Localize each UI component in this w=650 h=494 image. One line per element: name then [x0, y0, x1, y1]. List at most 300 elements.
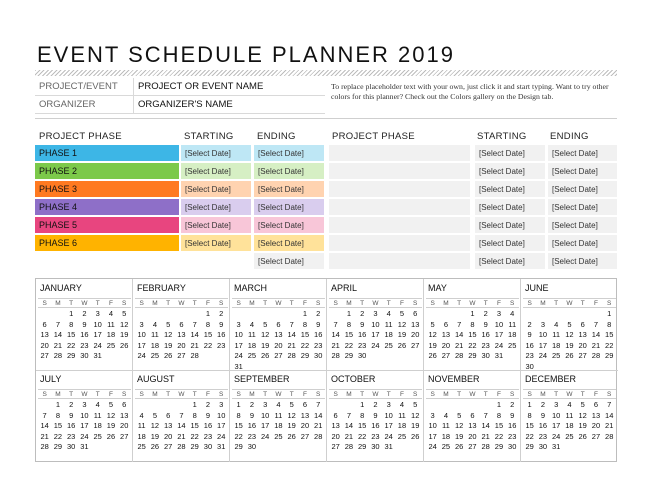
day-cell[interactable]: 3 — [496, 309, 502, 318]
day-cell[interactable]: 30 — [357, 351, 367, 360]
day-cell[interactable]: 1 — [360, 400, 365, 409]
day-cell[interactable]: 27 — [120, 431, 129, 441]
day-cell[interactable]: 4 — [108, 309, 114, 318]
day-cell[interactable]: 22 — [525, 431, 534, 441]
end-date-cell[interactable]: [Select Date] — [254, 217, 324, 233]
day-cell[interactable]: 8 — [360, 410, 365, 420]
day-cell[interactable]: 1 — [527, 400, 532, 409]
day-cell[interactable]: 27 — [177, 351, 186, 360]
day-cell[interactable]: 10 — [494, 319, 504, 329]
day-cell[interactable]: 10 — [371, 319, 380, 329]
day-cell[interactable]: 9 — [316, 319, 321, 329]
day-cell[interactable]: 23 — [371, 431, 380, 441]
day-cell[interactable]: 20 — [163, 431, 173, 441]
day-cell[interactable]: 26 — [454, 442, 464, 451]
day-cell[interactable]: 4 — [567, 400, 572, 409]
day-cell[interactable]: 21 — [53, 340, 63, 350]
day-cell[interactable]: 7 — [333, 319, 338, 329]
day-cell[interactable]: 22 — [494, 431, 504, 441]
day-cell[interactable]: 17 — [538, 340, 548, 350]
day-cell[interactable]: 28 — [605, 431, 614, 441]
organizer-value[interactable]: ORGANIZER'S NAME — [133, 96, 325, 113]
day-cell[interactable]: 9 — [82, 319, 87, 329]
day-cell[interactable]: 4 — [276, 400, 281, 409]
day-cell[interactable]: 2 — [483, 309, 488, 318]
day-cell[interactable]: 6 — [166, 410, 171, 420]
day-cell[interactable]: 24 — [217, 431, 226, 441]
day-cell[interactable]: 11 — [248, 330, 256, 339]
day-cell[interactable]: 16 — [481, 330, 490, 339]
day-cell[interactable]: 5 — [263, 319, 268, 329]
day-cell[interactable]: 4 — [139, 410, 144, 420]
day-cell[interactable]: 20 — [591, 421, 601, 430]
day-cell[interactable]: 12 — [411, 410, 420, 420]
day-cell[interactable]: 26 — [411, 431, 420, 441]
end-date-cell[interactable]: [Select Date] — [254, 253, 324, 269]
day-cell[interactable]: 2 — [360, 309, 365, 318]
day-cell[interactable]: 25 — [106, 340, 116, 350]
day-cell[interactable]: 15 — [525, 421, 534, 430]
day-cell[interactable]: 20 — [177, 340, 186, 350]
day-cell[interactable]: 2 — [527, 319, 532, 329]
day-cell[interactable]: 4 — [510, 309, 515, 318]
day-cell[interactable]: 20 — [578, 340, 587, 350]
day-cell[interactable]: 11 — [565, 410, 574, 420]
day-cell[interactable]: 29 — [525, 442, 534, 451]
day-cell[interactable]: 5 — [457, 410, 462, 420]
day-cell[interactable]: 18 — [508, 330, 517, 339]
day-cell[interactable]: 7 — [483, 410, 488, 420]
day-cell[interactable]: 15 — [53, 421, 63, 430]
day-cell[interactable]: 29 — [190, 442, 199, 451]
day-cell[interactable]: 6 — [302, 400, 308, 409]
day-cell[interactable]: 13 — [578, 330, 587, 339]
day-cell[interactable]: 26 — [163, 351, 173, 360]
day-cell[interactable]: 16 — [66, 421, 76, 430]
day-cell[interactable]: 21 — [481, 431, 490, 441]
day-cell[interactable]: 11 — [552, 330, 561, 339]
day-cell[interactable]: 5 — [399, 309, 405, 318]
day-cell[interactable]: 20 — [411, 330, 420, 339]
right-phase-name-cell[interactable] — [329, 145, 470, 161]
day-cell[interactable]: 27 — [411, 340, 420, 350]
day-cell[interactable]: 28 — [454, 351, 464, 360]
day-cell[interactable]: 8 — [346, 319, 351, 329]
day-cell[interactable]: 29 — [234, 442, 243, 451]
day-cell[interactable]: 6 — [42, 319, 47, 329]
day-cell[interactable]: 27 — [300, 431, 310, 441]
day-cell[interactable]: 6 — [580, 319, 585, 329]
day-cell[interactable]: 1 — [205, 309, 211, 318]
day-cell[interactable]: 10 — [80, 410, 89, 420]
day-cell[interactable]: 14 — [454, 330, 464, 339]
day-cell[interactable]: 27 — [163, 442, 173, 451]
day-cell[interactable]: 29 — [53, 442, 63, 451]
day-cell[interactable]: 16 — [80, 330, 89, 339]
day-cell[interactable]: 8 — [607, 319, 612, 329]
day-cell[interactable]: 27 — [578, 351, 587, 360]
day-cell[interactable]: 7 — [42, 410, 47, 420]
day-cell[interactable]: 9 — [510, 410, 515, 420]
day-cell[interactable]: 31 — [551, 442, 561, 451]
day-cell[interactable]: 19 — [260, 340, 270, 350]
day-cell[interactable]: 14 — [591, 330, 601, 339]
day-cell[interactable]: 26 — [565, 351, 574, 360]
day-cell[interactable]: 10 — [217, 410, 226, 420]
right-start-date-cell[interactable]: [Select Date] — [475, 199, 545, 215]
day-cell[interactable]: 24 — [80, 431, 89, 441]
day-cell[interactable]: 25 — [508, 340, 517, 350]
day-cell[interactable]: 7 — [593, 319, 599, 329]
day-cell[interactable]: 2 — [373, 400, 378, 409]
day-cell[interactable]: 3 — [82, 400, 87, 409]
day-cell[interactable]: 28 — [344, 442, 354, 451]
day-cell[interactable]: 31 — [80, 442, 89, 451]
day-cell[interactable]: 21 — [40, 431, 49, 441]
day-cell[interactable]: 4 — [95, 400, 100, 409]
end-date-cell[interactable]: [Select Date] — [254, 235, 324, 251]
right-start-date-cell[interactable]: [Select Date] — [475, 163, 545, 179]
day-cell[interactable]: 24 — [371, 340, 380, 350]
day-cell[interactable]: 11 — [93, 410, 102, 420]
day-cell[interactable]: 3 — [430, 410, 435, 420]
day-cell[interactable]: 28 — [53, 351, 63, 360]
day-cell[interactable]: 23 — [508, 431, 517, 441]
day-cell[interactable]: 8 — [69, 319, 74, 329]
day-cell[interactable]: 18 — [137, 431, 146, 441]
day-cell[interactable]: 16 — [217, 330, 226, 339]
day-cell[interactable]: 17 — [428, 431, 437, 441]
day-cell[interactable]: 7 — [457, 319, 462, 329]
day-cell[interactable]: 6 — [593, 400, 599, 409]
day-cell[interactable]: 21 — [591, 340, 601, 350]
day-cell[interactable]: 11 — [137, 421, 146, 430]
instruction-note[interactable]: To replace placeholder text with your own, just click it and start typing. Want to try other colors for this planner? Check out the Colors gallery on the Design tab. — [331, 82, 609, 101]
day-cell[interactable]: 28 — [190, 351, 199, 360]
day-cell[interactable]: 23 — [217, 340, 226, 350]
day-cell[interactable]: 15 — [468, 330, 477, 339]
day-cell[interactable]: 24 — [494, 340, 504, 350]
day-cell[interactable]: 18 — [93, 421, 102, 430]
phase-name-cell[interactable]: PHASE 1 — [35, 145, 179, 161]
day-cell[interactable]: 21 — [454, 340, 464, 350]
day-cell[interactable]: 17 — [260, 421, 270, 430]
day-cell[interactable]: 1 — [607, 309, 612, 318]
day-cell[interactable]: 28 — [177, 442, 186, 451]
day-cell[interactable]: 9 — [249, 410, 254, 420]
day-cell[interactable]: 23 — [314, 340, 323, 350]
day-cell[interactable]: 21 — [287, 340, 296, 350]
day-cell[interactable]: 25 — [565, 431, 574, 441]
day-cell[interactable]: 25 — [93, 431, 102, 441]
day-cell[interactable]: 19 — [428, 340, 437, 350]
day-cell[interactable]: 21 — [605, 421, 614, 430]
day-cell[interactable]: 22 — [203, 340, 213, 350]
day-cell[interactable]: 7 — [346, 410, 351, 420]
day-cell[interactable]: 22 — [53, 431, 63, 441]
day-cell[interactable]: 25 — [384, 340, 393, 350]
day-cell[interactable]: 22 — [234, 431, 243, 441]
day-cell[interactable]: 28 — [591, 351, 601, 360]
day-cell[interactable]: 10 — [234, 330, 243, 339]
day-cell[interactable]: 21 — [331, 340, 340, 350]
right-start-date-cell[interactable]: [Select Date] — [475, 181, 545, 197]
day-cell[interactable]: 13 — [411, 319, 420, 329]
day-cell[interactable]: 15 — [190, 421, 199, 430]
day-cell[interactable]: 17 — [551, 421, 561, 430]
day-cell[interactable]: 1 — [236, 400, 241, 409]
day-cell[interactable]: 27 — [591, 431, 601, 441]
day-cell[interactable]: 23 — [481, 340, 490, 350]
day-cell[interactable]: 18 — [551, 340, 561, 350]
day-cell[interactable]: 16 — [371, 421, 380, 430]
day-cell[interactable]: 20 — [468, 431, 477, 441]
start-date-cell[interactable]: [Select Date] — [181, 199, 251, 215]
day-cell[interactable]: 30 — [508, 442, 517, 451]
day-cell[interactable]: 4 — [249, 319, 254, 329]
right-end-date-cell[interactable]: [Select Date] — [548, 253, 617, 269]
day-cell[interactable]: 19 — [163, 340, 173, 350]
day-cell[interactable]: 31 — [234, 361, 243, 371]
right-start-date-cell[interactable]: [Select Date] — [475, 217, 545, 233]
right-end-date-cell[interactable]: [Select Date] — [548, 163, 617, 179]
day-cell[interactable]: 19 — [287, 421, 296, 430]
day-cell[interactable]: 25 — [441, 442, 451, 451]
day-cell[interactable]: 2 — [82, 309, 87, 318]
day-cell[interactable]: 1 — [470, 309, 475, 318]
day-cell[interactable]: 18 — [150, 340, 160, 350]
day-cell[interactable]: 29 — [66, 351, 76, 360]
day-cell[interactable]: 25 — [137, 442, 146, 451]
day-cell[interactable]: 5 — [289, 400, 294, 409]
day-cell[interactable]: 20 — [300, 421, 310, 430]
day-cell[interactable]: 17 — [494, 330, 504, 339]
right-end-date-cell[interactable]: [Select Date] — [548, 217, 617, 233]
end-date-cell[interactable]: [Select Date] — [254, 163, 324, 179]
day-cell[interactable]: 11 — [274, 410, 283, 420]
day-cell[interactable]: 13 — [274, 330, 283, 339]
day-cell[interactable]: 20 — [274, 340, 283, 350]
day-cell[interactable]: 24 — [260, 431, 270, 441]
day-cell[interactable]: 20 — [441, 340, 451, 350]
day-cell[interactable]: 27 — [331, 442, 340, 451]
right-start-date-cell[interactable]: [Select Date] — [475, 145, 545, 161]
day-cell[interactable]: 28 — [314, 431, 323, 441]
day-cell[interactable]: 11 — [107, 319, 115, 329]
day-cell[interactable]: 5 — [567, 319, 572, 329]
day-cell[interactable]: 24 — [428, 442, 437, 451]
day-cell[interactable]: 5 — [166, 319, 171, 329]
day-cell[interactable]: 8 — [192, 410, 197, 420]
page-title[interactable]: EVENT SCHEDULE PLANNER 2019 — [37, 42, 455, 67]
day-cell[interactable]: 2 — [219, 309, 224, 318]
day-cell[interactable]: 3 — [219, 400, 224, 409]
day-cell[interactable]: 18 — [441, 431, 451, 441]
day-cell[interactable]: 8 — [470, 319, 475, 329]
day-cell[interactable]: 11 — [442, 421, 450, 430]
day-cell[interactable]: 24 — [234, 351, 243, 360]
day-cell[interactable]: 28 — [287, 351, 296, 360]
day-cell[interactable]: 17 — [80, 421, 89, 430]
day-cell[interactable]: 29 — [605, 351, 614, 360]
day-cell[interactable]: 22 — [66, 340, 76, 350]
day-cell[interactable]: 12 — [428, 330, 437, 339]
day-cell[interactable]: 29 — [494, 442, 504, 451]
day-cell[interactable]: 4 — [443, 410, 448, 420]
day-cell[interactable]: 22 — [300, 340, 310, 350]
day-cell[interactable]: 8 — [527, 410, 532, 420]
day-cell[interactable]: 26 — [260, 351, 270, 360]
day-cell[interactable]: 15 — [357, 421, 367, 430]
day-cell[interactable]: 15 — [300, 330, 310, 339]
day-cell[interactable]: 13 — [591, 410, 601, 420]
day-cell[interactable]: 24 — [93, 340, 102, 350]
day-cell[interactable]: 16 — [203, 421, 213, 430]
day-cell[interactable]: 27 — [274, 351, 283, 360]
day-cell[interactable]: 2 — [205, 400, 211, 409]
day-cell[interactable]: 4 — [399, 400, 405, 409]
day-cell[interactable]: 21 — [314, 421, 323, 430]
day-cell[interactable]: 5 — [413, 400, 418, 409]
day-cell[interactable]: 10 — [93, 319, 102, 329]
day-cell[interactable]: 6 — [122, 400, 127, 409]
day-cell[interactable]: 17 — [234, 340, 243, 350]
day-cell[interactable]: 12 — [578, 410, 587, 420]
right-end-date-cell[interactable]: [Select Date] — [548, 181, 617, 197]
day-cell[interactable]: 8 — [302, 319, 308, 329]
day-cell[interactable]: 4 — [554, 319, 559, 329]
day-cell[interactable]: 23 — [80, 340, 89, 350]
day-cell[interactable]: 13 — [120, 410, 129, 420]
day-cell[interactable]: 30 — [371, 442, 380, 451]
day-cell[interactable]: 9 — [360, 319, 365, 329]
right-start-date-cell[interactable]: [Select Date] — [475, 235, 545, 251]
day-cell[interactable]: 1 — [496, 400, 502, 409]
day-cell[interactable]: 7 — [607, 400, 612, 409]
day-cell[interactable]: 1 — [302, 309, 308, 318]
day-cell[interactable]: 12 — [106, 410, 116, 420]
day-cell[interactable]: 10 — [260, 410, 270, 420]
day-cell[interactable]: 23 — [203, 431, 213, 441]
day-cell[interactable]: 4 — [386, 309, 391, 318]
day-cell[interactable]: 25 — [397, 431, 407, 441]
day-cell[interactable]: 16 — [538, 421, 548, 430]
project-value[interactable]: PROJECT OR EVENT NAME — [133, 78, 325, 95]
day-cell[interactable]: 16 — [247, 421, 257, 430]
day-cell[interactable]: 12 — [565, 330, 574, 339]
day-cell[interactable]: 10 — [137, 330, 146, 339]
day-cell[interactable]: 7 — [289, 319, 294, 329]
day-cell[interactable]: 3 — [373, 309, 378, 318]
day-cell[interactable]: 2 — [249, 400, 254, 409]
day-cell[interactable]: 4 — [152, 319, 157, 329]
day-cell[interactable]: 12 — [260, 330, 270, 339]
day-cell[interactable]: 29 — [300, 351, 310, 360]
right-end-date-cell[interactable]: [Select Date] — [548, 235, 617, 251]
day-cell[interactable]: 12 — [163, 330, 173, 339]
day-cell[interactable]: 5 — [430, 319, 435, 329]
right-end-date-cell[interactable]: [Select Date] — [548, 199, 617, 215]
day-cell[interactable]: 13 — [300, 410, 310, 420]
day-cell[interactable]: 3 — [95, 309, 100, 318]
day-cell[interactable]: 30 — [525, 361, 534, 371]
day-cell[interactable]: 23 — [525, 351, 534, 360]
day-cell[interactable]: 31 — [384, 442, 393, 451]
day-cell[interactable]: 10 — [428, 421, 437, 430]
day-cell[interactable]: 3 — [554, 400, 559, 409]
day-cell[interactable]: 22 — [605, 340, 614, 350]
day-cell[interactable]: 16 — [508, 421, 517, 430]
day-cell[interactable]: 14 — [177, 421, 186, 430]
end-date-cell[interactable]: [Select Date] — [254, 181, 324, 197]
day-cell[interactable]: 9 — [219, 319, 224, 329]
day-cell[interactable]: 5 — [580, 400, 585, 409]
day-cell[interactable]: 6 — [413, 309, 418, 318]
day-cell[interactable]: 11 — [508, 319, 517, 329]
day-cell[interactable]: 14 — [314, 410, 323, 420]
end-date-cell[interactable]: [Select Date] — [254, 145, 324, 161]
day-cell[interactable]: 9 — [540, 410, 545, 420]
day-cell[interactable]: 20 — [331, 431, 340, 441]
day-cell[interactable]: 9 — [205, 410, 211, 420]
day-cell[interactable]: 30 — [538, 442, 548, 451]
day-cell[interactable]: 5 — [108, 400, 114, 409]
phase-name-cell[interactable]: PHASE 4 — [35, 199, 179, 215]
day-cell[interactable]: 31 — [217, 442, 226, 451]
day-cell[interactable]: 11 — [398, 410, 406, 420]
day-cell[interactable]: 28 — [481, 442, 490, 451]
phase-name-cell[interactable]: PHASE 3 — [35, 181, 179, 197]
day-cell[interactable]: 31 — [93, 351, 102, 360]
day-cell[interactable]: 1 — [69, 309, 74, 318]
day-cell[interactable]: 3 — [540, 319, 545, 329]
day-cell[interactable]: 14 — [40, 421, 49, 430]
day-cell[interactable]: 13 — [331, 421, 340, 430]
day-cell[interactable]: 14 — [481, 421, 490, 430]
day-cell[interactable]: 10 — [538, 330, 548, 339]
day-cell[interactable]: 10 — [384, 410, 393, 420]
day-cell[interactable]: 20 — [120, 421, 129, 430]
day-cell[interactable]: 2 — [540, 400, 545, 409]
day-cell[interactable]: 19 — [578, 421, 587, 430]
day-cell[interactable]: 22 — [344, 340, 354, 350]
day-cell[interactable]: 15 — [605, 330, 614, 339]
day-cell[interactable]: 3 — [386, 400, 391, 409]
day-cell[interactable]: 26 — [578, 431, 587, 441]
day-cell[interactable]: 16 — [357, 330, 367, 339]
day-cell[interactable]: 30 — [203, 442, 213, 451]
day-cell[interactable]: 30 — [247, 442, 257, 451]
right-phase-name-cell[interactable] — [329, 253, 470, 269]
day-cell[interactable]: 7 — [179, 410, 184, 420]
day-cell[interactable]: 24 — [137, 351, 146, 360]
day-cell[interactable]: 17 — [371, 330, 380, 339]
day-cell[interactable]: 17 — [217, 421, 226, 430]
day-cell[interactable]: 15 — [344, 330, 354, 339]
day-cell[interactable]: 12 — [120, 319, 129, 329]
day-cell[interactable]: 23 — [538, 431, 548, 441]
day-cell[interactable]: 21 — [344, 431, 354, 441]
day-cell[interactable]: 18 — [247, 340, 257, 350]
day-cell[interactable]: 17 — [93, 330, 102, 339]
day-cell[interactable]: 24 — [384, 431, 393, 441]
day-cell[interactable]: 12 — [287, 410, 296, 420]
day-cell[interactable]: 18 — [274, 421, 283, 430]
day-cell[interactable]: 15 — [234, 421, 243, 430]
day-cell[interactable]: 18 — [565, 421, 574, 430]
phase-name-cell[interactable]: PHASE 2 — [35, 163, 179, 179]
day-cell[interactable]: 23 — [66, 431, 76, 441]
